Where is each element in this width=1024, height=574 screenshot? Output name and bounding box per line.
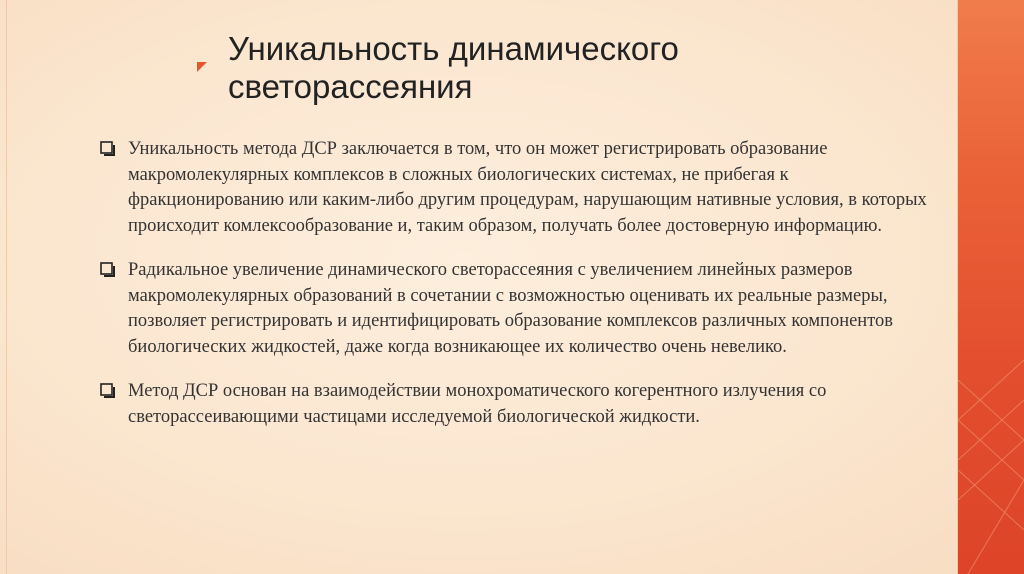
bullet-text: Радикальное увеличение динамического светорассеяния с увеличением линейных размеров макромолекулярных образований в сочетании с возможностью оценивать их реальные размеры, позволяет регистрировать и идентифицировать образование комплексов различных компонентов биологических жидкостей, даже когда возникающее их количество очень невелико.	[128, 260, 894, 357]
checkbox-bullet-icon	[100, 141, 116, 157]
bullet-text: Метод ДСР основан на взаимодействии монохроматического когерентного излучения со светорассеивающими частицами исследуемой биологической жидкости.	[128, 381, 827, 427]
bullet-item	[100, 137, 940, 239]
bullet-list	[100, 137, 940, 449]
bullet-item	[100, 379, 940, 430]
decorative-side-band	[958, 0, 1024, 574]
bullet-item	[100, 258, 940, 360]
checkbox-bullet-icon	[100, 383, 116, 399]
checkbox-bullet-icon	[100, 262, 116, 278]
band-pattern-icon	[958, 0, 1024, 574]
slide-title: Уникальность динамического светорассеяния	[228, 30, 679, 105]
bullet-text: Уникальность метода ДСР заключается в том, что он может регистрировать образование макромолекулярных комплексов в сложных биологических системах, не прибегая к фракционированию или каким-либо другим процедурам, нарушающим нативные условия, в которых происходит комлексообразование и, таким образом, получать более достоверную информацию.	[128, 139, 927, 236]
orange-triangle-icon	[195, 60, 209, 74]
